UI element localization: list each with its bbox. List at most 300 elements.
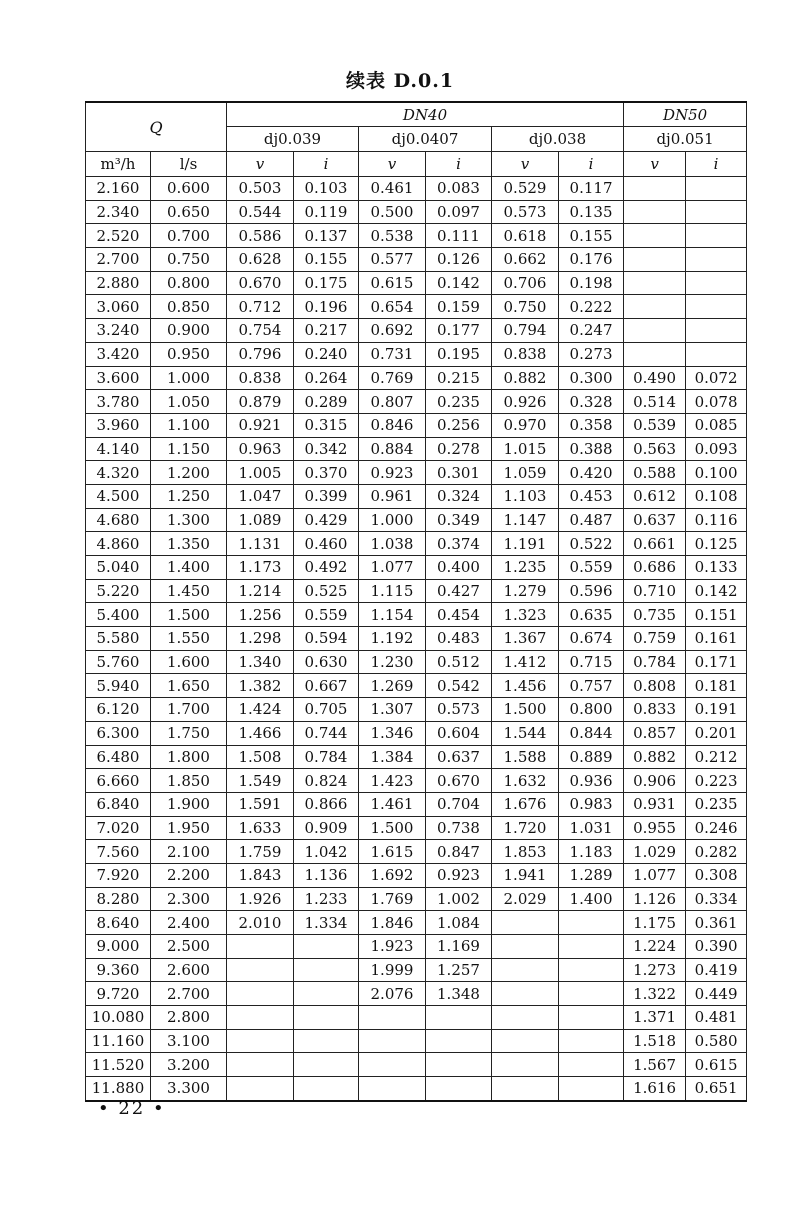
table-row [86,816,747,840]
table-cell: 0.175 [294,271,359,295]
table-cell: 0.222 [559,295,624,319]
table-cell: 1.077 [359,556,426,580]
table-cell [426,1006,492,1030]
table-cell: 3.300 [151,1077,227,1101]
table-row [86,484,747,508]
table-cell: 0.706 [492,271,559,295]
table-cell: 1.720 [492,816,559,840]
table-row [86,840,747,864]
table-title: 续表 D.0.1 [345,70,455,92]
unit-ls-header: l/s [151,152,227,177]
table-cell: 6.480 [86,745,151,769]
table-cell: 1.257 [426,958,492,982]
table-cell: 0.072 [686,366,747,390]
table-cell: 1.323 [492,603,559,627]
table-cell: 2.700 [86,248,151,272]
table-cell: 0.594 [294,627,359,651]
table-cell: 0.539 [624,413,686,437]
table-cell: 0.301 [426,461,492,485]
table-cell: 1.000 [151,366,227,390]
table-row [86,769,747,793]
table-cell: 1.461 [359,792,426,816]
table-cell: 3.200 [151,1053,227,1077]
table-cell: 0.923 [426,863,492,887]
table-cell [559,1006,624,1030]
table-cell: 0.637 [426,745,492,769]
hydraulic-table [85,101,747,1102]
table-cell: 0.142 [426,271,492,295]
table-cell: 1.676 [492,792,559,816]
table-cell: 1.169 [426,935,492,959]
table-cell: 0.731 [359,342,426,366]
table-cell: 1.256 [227,603,294,627]
table-cell: 0.093 [686,437,747,461]
table-cell [294,1006,359,1030]
table-cell: 1.115 [359,579,426,603]
table-cell: 2.160 [86,177,151,201]
table-cell: 1.038 [359,532,426,556]
table-cell: 0.176 [559,248,624,272]
table-cell: 0.453 [559,484,624,508]
table-cell: 0.308 [686,863,747,887]
table-cell: 0.544 [227,200,294,224]
table-cell: 0.125 [686,532,747,556]
table-cell: 3.780 [86,390,151,414]
table-cell: 0.449 [686,982,747,1006]
table-cell: 0.256 [426,413,492,437]
table-cell [624,224,686,248]
table-row [86,366,747,390]
table-cell: 0.117 [559,177,624,201]
table-cell: 0.490 [624,366,686,390]
dj-header-2: dj0.0407 [359,127,492,152]
table-cell: 0.142 [686,579,747,603]
table-cell: 0.483 [426,627,492,651]
table-cell: 0.700 [151,224,227,248]
i-header: i [426,152,492,177]
table-cell: 0.487 [559,508,624,532]
table-cell [359,1029,426,1053]
table-cell: 2.010 [227,911,294,935]
table-cell: 0.358 [559,413,624,437]
table-cell: 1.100 [151,413,227,437]
table-cell: 1.289 [559,863,624,887]
table-cell: 1.150 [151,437,227,461]
table-cell: 0.824 [294,769,359,793]
table-cell: 0.963 [227,437,294,461]
table-cell: 0.461 [359,177,426,201]
table-cell: 1.941 [492,863,559,887]
table-cell: 0.195 [426,342,492,366]
table-cell: 0.735 [624,603,686,627]
table-cell: 1.250 [151,484,227,508]
table-cell: 1.588 [492,745,559,769]
table-cell: 0.151 [686,603,747,627]
table-cell: 0.759 [624,627,686,651]
table-cell: 1.518 [624,1029,686,1053]
table-row [86,556,747,580]
table-cell: 1.423 [359,769,426,793]
table-cell: 1.850 [151,769,227,793]
dj-header-4: dj0.051 [624,127,747,152]
table-cell: 0.097 [426,200,492,224]
table-cell: 3.600 [86,366,151,390]
table-cell: 0.866 [294,792,359,816]
table-cell: 0.460 [294,532,359,556]
table-row [86,650,747,674]
table-cell: 5.040 [86,556,151,580]
table-cell: 0.596 [559,579,624,603]
table-cell [686,177,747,201]
dn40-header: DN40 [227,102,624,127]
table-cell: 3.960 [86,413,151,437]
table-cell: 1.042 [294,840,359,864]
table-cell: 0.738 [426,816,492,840]
dj-header-3: dj0.038 [492,127,624,152]
table-cell [294,982,359,1006]
table-cell: 0.198 [559,271,624,295]
table-cell: 0.846 [359,413,426,437]
table-cell [492,1077,559,1101]
table-cell: 1.000 [359,508,426,532]
table-cell: 0.300 [559,366,624,390]
table-cell [559,911,624,935]
table-cell [227,1029,294,1053]
table-row [86,603,747,627]
table-cell: 11.520 [86,1053,151,1077]
table-row [86,579,747,603]
page-number: • 22 • [98,1098,166,1119]
table-cell: 0.116 [686,508,747,532]
table-cell: 1.591 [227,792,294,816]
table-cell: 0.419 [686,958,747,982]
table-row [86,413,747,437]
table-cell: 1.400 [151,556,227,580]
table-cell: 0.710 [624,579,686,603]
table-cell: 0.273 [559,342,624,366]
table-cell: 2.076 [359,982,426,1006]
table-cell [359,1053,426,1077]
table-cell: 6.300 [86,721,151,745]
table-cell: 0.838 [227,366,294,390]
table-cell [294,1053,359,1077]
table-cell: 0.573 [426,698,492,722]
table-cell [294,958,359,982]
table-cell: 0.212 [686,745,747,769]
table-cell: 0.542 [426,674,492,698]
table-cell: 1.456 [492,674,559,698]
table-cell: 1.500 [359,816,426,840]
table-cell: 4.140 [86,437,151,461]
table-cell: 2.100 [151,840,227,864]
table-cell: 1.549 [227,769,294,793]
table-cell: 0.750 [492,295,559,319]
table-cell: 1.371 [624,1006,686,1030]
table-cell: 0.796 [227,342,294,366]
table-cell: 0.196 [294,295,359,319]
table-cell: 1.269 [359,674,426,698]
table-row [86,248,747,272]
table-cell: 8.280 [86,887,151,911]
table-cell: 0.223 [686,769,747,793]
table-cell: 0.400 [426,556,492,580]
table-cell [359,1006,426,1030]
table-cell [227,1077,294,1101]
table-cell: 0.514 [624,390,686,414]
table-cell: 6.660 [86,769,151,793]
table-cell [624,271,686,295]
table-cell: 1.005 [227,461,294,485]
table-cell: 7.920 [86,863,151,887]
table-row [86,674,747,698]
table-cell: 0.177 [426,319,492,343]
table-cell: 1.183 [559,840,624,864]
table-cell: 0.884 [359,437,426,461]
table-cell: 0.349 [426,508,492,532]
table-cell: 0.674 [559,627,624,651]
table-cell: 1.508 [227,745,294,769]
table-row [86,792,747,816]
table-row [86,627,747,651]
table-cell: 0.390 [686,935,747,959]
v-header: v [227,152,294,177]
table-cell: 6.120 [86,698,151,722]
table-cell: 1.350 [151,532,227,556]
table-cell: 1.175 [624,911,686,935]
table-cell: 0.278 [426,437,492,461]
table-cell: 5.760 [86,650,151,674]
table-row [86,745,747,769]
table-cell [294,1077,359,1101]
table-cell: 0.374 [426,532,492,556]
table-row [86,200,747,224]
table-cell: 2.340 [86,200,151,224]
table-cell: 0.769 [359,366,426,390]
table-cell: 1.600 [151,650,227,674]
table-cell [492,935,559,959]
table-cell [426,1077,492,1101]
table-cell [559,935,624,959]
table-cell: 0.670 [227,271,294,295]
v-header: v [359,152,426,177]
table-row [86,982,747,1006]
table-cell: 3.060 [86,295,151,319]
table-cell [492,1053,559,1077]
table-cell: 5.940 [86,674,151,698]
table-row [86,271,747,295]
table-cell: 0.100 [686,461,747,485]
table-cell: 11.160 [86,1029,151,1053]
table-cell: 0.264 [294,366,359,390]
table-cell: 0.784 [624,650,686,674]
table-cell: 0.246 [686,816,747,840]
table-cell: 1.200 [151,461,227,485]
table-cell: 0.559 [559,556,624,580]
table-cell: 0.961 [359,484,426,508]
table-cell: 1.136 [294,863,359,887]
table-cell: 0.754 [227,319,294,343]
table-cell: 2.400 [151,911,227,935]
table-cell [294,1029,359,1053]
table-cell: 1.384 [359,745,426,769]
table-cell: 0.324 [426,484,492,508]
table-cell: 0.950 [151,342,227,366]
table-cell: 0.847 [426,840,492,864]
table-cell [559,1077,624,1101]
table-cell: 0.794 [492,319,559,343]
table-cell: 0.651 [686,1077,747,1101]
table-cell: 1.424 [227,698,294,722]
table-cell [686,200,747,224]
table-cell: 1.340 [227,650,294,674]
table-cell: 0.235 [426,390,492,414]
table-cell: 0.630 [294,650,359,674]
table-cell [686,295,747,319]
table-cell: 0.586 [227,224,294,248]
table-cell: 0.181 [686,674,747,698]
table-row [86,887,747,911]
table-cell: 1.999 [359,958,426,982]
table-cell: 9.000 [86,935,151,959]
table-cell [686,224,747,248]
table-cell: 10.080 [86,1006,151,1030]
table-cell: 0.538 [359,224,426,248]
table-cell: 0.833 [624,698,686,722]
table-cell: 1.307 [359,698,426,722]
table-cell: 9.720 [86,982,151,1006]
table-cell: 0.612 [624,484,686,508]
table-cell: 0.215 [426,366,492,390]
table-cell: 0.083 [426,177,492,201]
table-cell: 0.923 [359,461,426,485]
table-cell [686,271,747,295]
table-cell: 0.503 [227,177,294,201]
table-cell: 1.273 [624,958,686,982]
table-cell: 1.367 [492,627,559,651]
q-header: Q [86,102,227,152]
table-cell: 0.838 [492,342,559,366]
table-cell: 0.577 [359,248,426,272]
table-cell: 1.567 [624,1053,686,1077]
table-cell: 0.850 [151,295,227,319]
table-cell: 1.089 [227,508,294,532]
table-cell: 1.059 [492,461,559,485]
table-cell: 0.108 [686,484,747,508]
table-cell: 0.525 [294,579,359,603]
table-cell: 0.155 [294,248,359,272]
table-cell: 1.192 [359,627,426,651]
table-cell: 0.909 [294,816,359,840]
dj-header-1: dj0.039 [227,127,359,152]
table-cell: 1.759 [227,840,294,864]
table-cell: 0.328 [559,390,624,414]
table-cell: 1.131 [227,532,294,556]
table-cell: 2.520 [86,224,151,248]
table-cell: 1.279 [492,579,559,603]
table-cell: 5.580 [86,627,151,651]
table-row [86,958,747,982]
table-cell: 0.247 [559,319,624,343]
table-cell: 1.031 [559,816,624,840]
table-cell: 0.522 [559,532,624,556]
table-cell: 0.715 [559,650,624,674]
table-cell: 4.680 [86,508,151,532]
table-cell: 2.880 [86,271,151,295]
table-cell: 0.217 [294,319,359,343]
table-cell [227,982,294,1006]
table-cell: 1.191 [492,532,559,556]
table-row [86,863,747,887]
table-cell [559,982,624,1006]
table-cell: 1.500 [492,698,559,722]
table-cell: 1.346 [359,721,426,745]
table-cell: 0.512 [426,650,492,674]
table-cell: 0.650 [151,200,227,224]
table-cell: 0.161 [686,627,747,651]
table-cell: 1.154 [359,603,426,627]
table-cell: 0.361 [686,911,747,935]
table-cell [492,958,559,982]
table-cell [227,935,294,959]
table-cell [227,1006,294,1030]
table-cell: 9.360 [86,958,151,982]
table-row [86,532,747,556]
table-row [86,1053,747,1077]
table-cell: 0.662 [492,248,559,272]
table-cell: 0.388 [559,437,624,461]
table-cell: 0.615 [359,271,426,295]
table-cell: 1.334 [294,911,359,935]
table-cell: 2.029 [492,887,559,911]
table-cell: 1.923 [359,935,426,959]
table-cell [426,1029,492,1053]
table-cell: 0.427 [426,579,492,603]
table-cell: 0.661 [624,532,686,556]
table-cell: 1.750 [151,721,227,745]
table-cell: 4.320 [86,461,151,485]
table-row [86,1006,747,1030]
table-cell: 11.880 [86,1077,151,1101]
table-cell [426,1053,492,1077]
table-cell [624,342,686,366]
table-cell: 0.137 [294,224,359,248]
table-cell: 1.015 [492,437,559,461]
table-cell: 0.600 [151,177,227,201]
dn50-header: DN50 [624,102,747,127]
table-cell: 0.155 [559,224,624,248]
table-cell: 0.399 [294,484,359,508]
table-cell: 0.889 [559,745,624,769]
table-cell: 1.500 [151,603,227,627]
table-cell: 1.214 [227,579,294,603]
table-cell: 1.900 [151,792,227,816]
table-cell: 3.100 [151,1029,227,1053]
table-cell: 5.220 [86,579,151,603]
table-cell [492,982,559,1006]
table-cell: 7.020 [86,816,151,840]
table-cell: 0.240 [294,342,359,366]
table-cell: 1.700 [151,698,227,722]
table-cell: 3.240 [86,319,151,343]
table-cell: 0.704 [426,792,492,816]
table-cell: 0.667 [294,674,359,698]
table-cell [624,177,686,201]
table-cell: 0.618 [492,224,559,248]
table-cell: 2.500 [151,935,227,959]
table-row [86,390,747,414]
table-cell: 0.654 [359,295,426,319]
table-cell: 0.955 [624,816,686,840]
